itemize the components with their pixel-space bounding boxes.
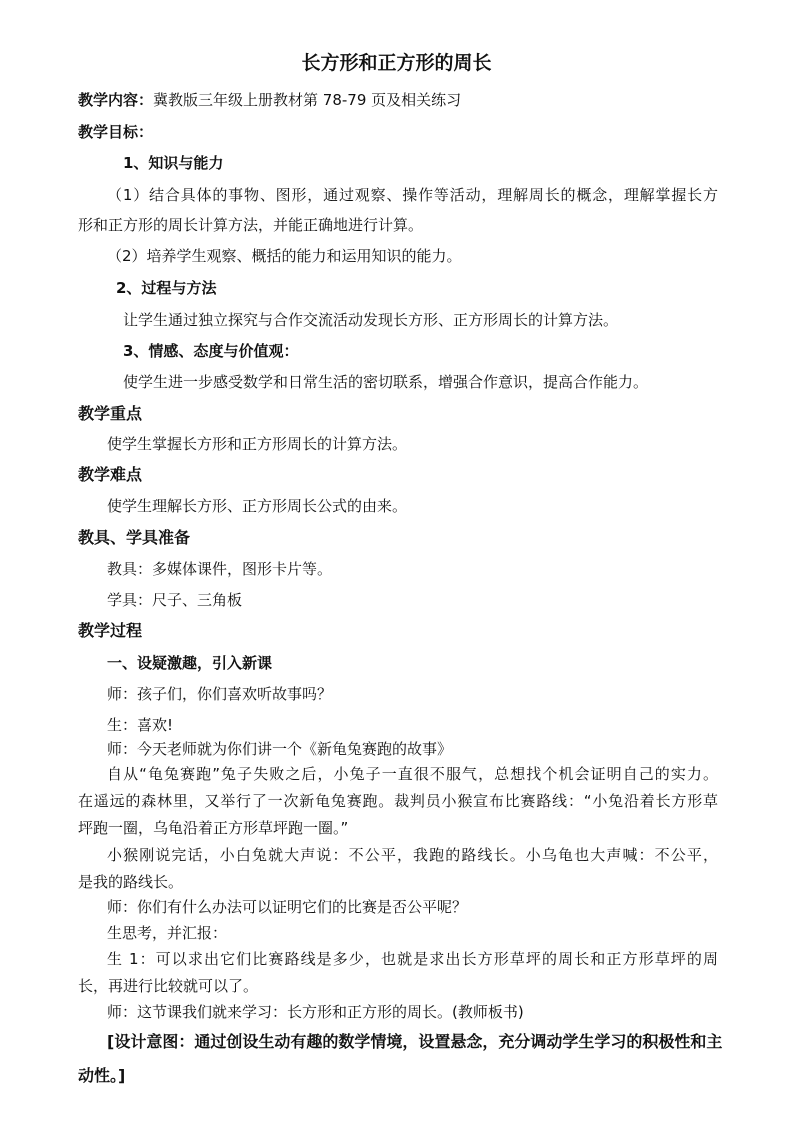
- materials-teacher: 教具：多媒体课件，图形卡片等。: [107, 560, 333, 578]
- difficulty-text: 使学生理解长方形、正方形周长公式的由来。: [107, 497, 408, 515]
- story-paragraph1-line3: 坪跑一圈，乌龟沿着正方形草坪跑一圈。”: [78, 819, 349, 837]
- content-label: 教学内容：: [78, 91, 154, 109]
- dialogue-line-2: 生：喜欢!: [107, 716, 174, 734]
- process-heading: 教学过程: [78, 621, 143, 640]
- page-title: 长方形和正方形的周长: [301, 52, 492, 74]
- dialogue-line-1: 师：孩子们，你们喜欢听故事吗？: [107, 685, 333, 703]
- story-paragraph1-line2: 在遥远的森林里，又举行了一次新龟兔赛跑。裁判员小猴宣布比赛路线：“小兔沿着长方形草: [78, 792, 718, 810]
- difficulty-heading: 教学难点: [78, 465, 143, 484]
- dialogue-line-6: 师：这节课我们就来学习：长方形和正方形的周长。(教师板书): [107, 1003, 524, 1021]
- dialogue-line-4: 师：你们有什么办法可以证明它们的比赛是否公平呢？: [107, 898, 468, 916]
- story-paragraph2-line2: 是我的路线长。: [78, 873, 184, 891]
- key-point-heading: 教学重点: [78, 404, 143, 423]
- goal3-text: 使学生进一步感受数学和日常生活的密切联系，增强合作意识，提高合作能力。: [123, 373, 649, 391]
- design-intent-line2: 动性。]: [78, 1066, 126, 1085]
- goal2-heading: 2、过程与方法: [116, 279, 217, 297]
- content-line: [78, 90, 461, 110]
- goal3-heading: 3、情感、态度与价值观：: [123, 342, 299, 360]
- story-paragraph2-line1: 小猴刚说完话，小白兔就大声说：不公平，我跑的路线长。小乌龟也大声喊：不公平，: [107, 846, 718, 864]
- story-paragraph1-line1: 自从“龟兔赛跑”兔子失败之后，小兔子一直很不服气，总想找个机会证明自己的实力。: [107, 765, 718, 783]
- goal2-text: 让学生通过独立探究与合作交流活动发现长方形、正方形周长的计算方法。: [123, 311, 619, 329]
- goal1-heading: 1、知识与能力: [123, 154, 224, 172]
- goal1-paragraph1-line1: （1）结合具体的事物、图形，通过观察、操作等活动，理解周长的概念，理解掌握长方: [107, 186, 718, 204]
- dialogue-line-5: 生思考，并汇报：: [107, 924, 228, 942]
- content-text: 冀教版三年级上册教材第 78-79 页及相关练习: [153, 91, 462, 109]
- student-answer-line1: 生 1：可以求出它们比赛路线是多少，也就是求出长方形草坪的周长和正方形草坪的周: [107, 950, 718, 968]
- dialogue-line-3: 师：今天老师就为你们讲一个《新龟兔赛跑的故事》: [107, 740, 453, 758]
- goals-heading: 教学目标：: [78, 123, 154, 141]
- design-intent-line1: [设计意图：通过创设生动有趣的数学情境，设置悬念，充分调动学生学习的积极性和主: [107, 1032, 723, 1051]
- student-answer-line2: 长，再进行比较就可以了。: [78, 977, 259, 995]
- materials-heading: 教具、学具准备: [78, 528, 191, 547]
- goal1-paragraph2: （2）培养学生观察、概括的能力和运用知识的能力。: [107, 247, 462, 265]
- key-point-text: 使学生掌握长方形和正方形周长的计算方法。: [107, 435, 408, 453]
- materials-student: 学具：尺子、三角板: [107, 591, 243, 609]
- process-section1-heading: 一、设疑激趣，引入新课: [107, 654, 273, 672]
- goal1-paragraph1-line2: 形和正方形的周长计算方法，并能正确地进行计算。: [78, 216, 424, 234]
